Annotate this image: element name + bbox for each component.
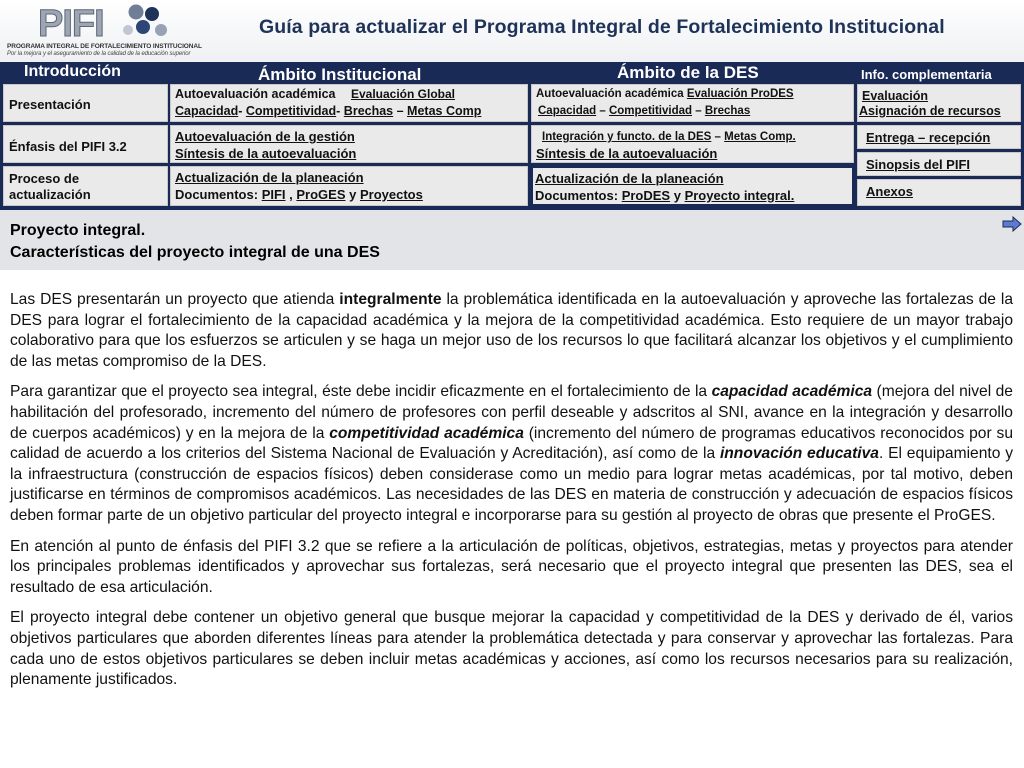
main-content [10,290,1013,701]
link-proges[interactable]: ProGES [296,187,346,202]
page-title: Guía para actualizar el Programa Integral de Fortalecimiento Institucional [259,16,945,38]
nav-cell-inst-autoevaluacion: Autoevaluación académica Evaluación Global Capacidad- Competitividad- Brechas – Metas Comp [170,84,528,122]
nav-cell-inst-gestion[interactable] [170,125,528,163]
des-autoevaluacion-label: Autoevaluación académica [536,88,684,100]
nav-cell-des-autoevaluacion: Autoevaluación académica Evaluación ProDES Capacidad – Competitividad – Brechas [531,84,854,122]
nav-cell-info-entrega[interactable] [857,125,1021,149]
nav-cell-presentacion[interactable] [3,84,168,122]
section-title: Proyecto integral. [10,222,146,239]
nav-header-info-complementaria[interactable]: Info. complementaria [861,67,992,82]
link-presentacion[interactable]: Presentación [9,97,91,112]
link-inst-brechas[interactable]: Brechas [343,104,394,118]
link-inst-sintesis[interactable]: Síntesis de la autoevaluación [175,146,357,161]
paragraph-2: Para garantizar que el proyecto sea integral, éste debe incidir eficazmente en el fortalecimiento de la capacidad académica (mejora del nivel de habilitación del profesorado, incremento del número de profesores con perfil deseable y adscritos al SNI, avance en la integración y desarrollo de cuerpos académicos) y en la mejora de la competitividad académica (incremento del número de programas educativos reconocidos por su calidad de acuerdo a los criterios del Sistema Nacional de Evaluación y Acreditación), así como de la innovación educativa. El equipamiento y la infraestructura (construcción de espacios físicos) deben considerase como un medio para lograr metas académicas, por tal motivo, deben justificarse en términos de compromisos académicos. Las necesidades de las DES en materia de construcción y adecuación de espacios físicos deben formar parte de un objetivo particular del proyecto integral e incorporarse para su gestión al proyecto de obras que presente el ProGES. [10,383,1013,524]
inst-and-label: y [349,187,357,202]
paragraph-3: En atención al punto de énfasis del PIFI 3.2 que se refiere a la articulación de políticas, objetivos, estrategias, metas y proyectos para atender los principales problemas identificados y aprovechar sus fortalezas, será necesario que el proyecto integral que presenten las DES, sea el resultado de esa articulación. [10,537,1013,596]
link-prodes[interactable]: ProDES [621,188,671,203]
nav-cell-inst-planeacion: Actualización de la planeación Documentos: PIFI , ProGES y Proyectos [170,166,528,206]
nav-cell-info-anexos[interactable] [857,179,1021,206]
link-entrega-recepcion[interactable]: Entrega – recepción [866,130,991,145]
section-subtitle: Características del proyecto integral de una DES [10,244,380,261]
next-page-arrow-icon[interactable] [1002,216,1022,232]
des-and-label: y [673,188,681,203]
inst-documentos-label: Documentos: [175,187,259,202]
link-des-metas-comp[interactable]: Metas Comp. [724,131,796,143]
logo-tagline: Por la mejora y el aseguramiento de la calidad de la educación superior [7,51,191,57]
link-inst-competitividad[interactable]: Competitividad [245,104,337,118]
nav-column-headers [0,62,1024,84]
inst-autoevaluacion-label: Autoevaluación académica [175,87,336,101]
nav-cell-info-sinopsis[interactable] [857,152,1021,176]
link-des-actualizacion-planeacion[interactable]: Actualización de la planeación [535,171,724,186]
link-evaluacion[interactable]: Evaluación [862,89,928,103]
link-evaluacion-global[interactable]: Evaluación Global [350,87,455,101]
nav-header-introduccion[interactable]: Introducción [24,63,121,80]
navigation-grid [0,62,1024,210]
nav-cell-proceso[interactable] [3,166,168,206]
link-inst-metas[interactable]: Metas Comp [407,104,482,118]
des-documentos-label: Documentos: [535,188,619,203]
pifi-logo-graphic [4,2,200,44]
nav-cell-info-evaluacion [857,84,1021,122]
link-asignacion-recursos[interactable]: Asignación de recursos [859,104,1001,118]
link-des-brechas[interactable]: Brechas [704,105,751,117]
nav-header-ambito-des[interactable]: Ámbito de la DES [617,63,759,82]
link-inst-actualizacion-planeacion[interactable]: Actualización de la planeación [175,170,364,185]
svg-text:PIFI: PIFI [38,3,104,44]
nav-cell-enfasis[interactable] [3,125,168,163]
link-proyecto-integral[interactable]: Proyecto integral. [684,188,795,203]
nav-cell-des-planeacion-selected [531,166,854,206]
logo-caption: PROGRAMA INTEGRAL DE FORTALECIMIENTO INSTITUCIONAL [7,43,202,50]
link-des-capacidad[interactable]: Capacidad [538,105,597,117]
paragraph-1: Las DES presentarán un proyecto que atienda integralmente la problemática identificada en la autoevaluación y aproveche las fortalezas de la DES para lograr el fortalecimiento de la capacidad académica y la mejora de la competitividad académica. Esto requiere de un mayor trabajo colaborativo para que los esfuerzos se articulen y se haga un mejor uso de los recursos lo que facilitará alcanzar los objetivos y el cumplimiento de las metas compromiso de la DES. [10,291,1013,370]
link-proceso-actualizacion[interactable]: Proceso de actualización [9,171,91,202]
link-des-sintesis[interactable]: Síntesis de la autoevaluación [536,146,718,161]
link-proyectos[interactable]: Proyectos [359,187,423,202]
link-des-competitividad[interactable]: Competitividad [608,105,693,117]
paragraph-4: El proyecto integral debe contener un objetivo general que busque mejorar la capacidad y competitividad de la DES y derivado de él, varios objetivos particulares que aborden diferentes líneas para atender la problemática detectada y para conservar y aprovechar las fortalezas. Para cada uno de estos objetivos particulares se deben incluir metas académicas y acciones, así como los recursos necesarios para su realización, plenamente justificados. [10,609,1013,689]
link-inst-capacidad[interactable]: Capacidad [175,104,239,118]
nav-header-ambito-institucional[interactable]: Ámbito Institucional [258,65,422,84]
section-heading [0,210,1024,270]
link-integracion-des[interactable]: Integración y functo. de la DES [542,131,712,143]
link-enfasis-pifi[interactable]: Énfasis del PIFI 3.2 [9,139,127,154]
link-pifi[interactable]: PIFI [261,187,286,202]
nav-cell-des-integracion: Integración y functo. de la DES – Metas Comp. Síntesis de la autoevaluación [531,125,854,163]
pifi-logo [4,2,200,60]
link-autoevaluacion-gestion[interactable]: Autoevaluación de la gestión [175,129,355,144]
header [0,0,1024,62]
link-evaluacion-prodes[interactable]: Evaluación ProDES [686,88,794,100]
link-anexos[interactable]: Anexos [866,184,913,199]
link-sinopsis-pifi[interactable]: Sinopsis del PIFI [866,157,971,172]
